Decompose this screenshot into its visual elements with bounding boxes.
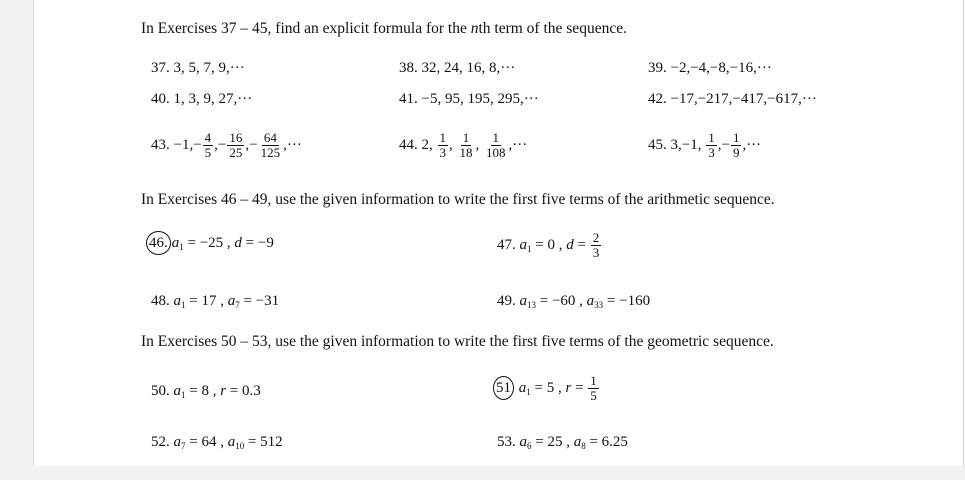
denominator: 125 [260, 145, 281, 160]
separator: ,− [245, 136, 258, 153]
textbook-page [33, 0, 964, 466]
numerator: 1 [492, 130, 499, 145]
variable: a [173, 293, 181, 309]
fraction [203, 131, 214, 160]
ellipsis: ,··· [508, 136, 528, 153]
denominator: 25 [229, 145, 243, 160]
subscript: 1 [181, 390, 186, 400]
fraction [731, 131, 742, 160]
variable: a [519, 434, 527, 450]
denominator: 108 [486, 145, 506, 160]
exercise-number: 38. [399, 60, 418, 76]
separator: ,− [717, 136, 730, 153]
value: = −160 [603, 293, 651, 309]
sequence-term: 3,−1, [670, 136, 706, 153]
value: = −9 [241, 235, 274, 251]
fraction [438, 131, 449, 160]
variable: a [519, 293, 527, 309]
numerator: 1 [708, 130, 715, 145]
numerator: 1 [462, 130, 470, 145]
separator: , [475, 136, 483, 153]
circled-exercise-number: 51 [493, 376, 514, 400]
sequence-term: −1,− [173, 136, 202, 153]
sequence-term: 2, [421, 136, 437, 153]
exercise-49 [497, 292, 650, 314]
subscript: 1 [527, 243, 532, 254]
instruction-46-49: In Exercises 46 – 49, use the given information to write the first five terms of the arithmetic sequence. [141, 191, 775, 208]
variable: a [586, 293, 595, 309]
value: = 6.25 [585, 434, 628, 450]
value: = [573, 236, 590, 253]
exercise-number: 53. [497, 434, 516, 450]
circled-exercise-number: 46. [146, 231, 171, 255]
value: = 64 , [185, 434, 228, 450]
instruction-text-end: th term of the sequence. [478, 20, 627, 37]
exercise-sequence: 1, 3, 9, 27,··· [173, 91, 253, 107]
exercise-43 [151, 131, 302, 160]
fraction [458, 131, 475, 160]
variable: a [173, 434, 181, 450]
subscript: 1 [179, 242, 184, 252]
fraction [588, 374, 599, 403]
subscript: 13 [527, 300, 536, 310]
fraction [591, 231, 602, 260]
exercise-47 [497, 231, 602, 260]
subscript: 6 [527, 441, 532, 451]
value: = 0 , [531, 236, 567, 253]
exercise-42 [648, 90, 817, 108]
variable: r [220, 383, 227, 399]
instruction-text: In Exercises 37 – 45, find an explicit formula for the [141, 20, 471, 37]
fraction [484, 131, 508, 160]
exercise-50 [151, 382, 261, 404]
variable: a [518, 379, 527, 396]
exercise-46 [146, 231, 274, 256]
numerator: 2 [592, 230, 600, 245]
value: = 0.3 [226, 383, 261, 399]
exercise-number: 39. [648, 60, 667, 76]
subscript: 1 [181, 300, 186, 310]
value: = 8 , [185, 383, 221, 399]
exercise-number: 50. [151, 383, 170, 399]
exercise-38 [399, 59, 515, 77]
value: = 25 , [531, 434, 574, 450]
denominator: 3 [592, 245, 600, 260]
denominator: 5 [204, 145, 212, 160]
exercise-number: 42. [648, 91, 667, 107]
exercise-sequence: 32, 24, 16, 8,··· [421, 60, 516, 76]
variable: d [234, 235, 242, 251]
variable: a [519, 236, 527, 253]
exercise-number: 45. [648, 136, 667, 153]
subscript: 33 [594, 300, 604, 310]
numerator: 4 [204, 130, 212, 145]
exercise-number: 44. [399, 136, 418, 153]
value: = 5 , [530, 379, 566, 396]
denominator: 18 [459, 145, 473, 160]
value: = −25 , [183, 235, 235, 251]
exercise-number: 47. [497, 236, 516, 253]
exercise-sequence: −17,−217,−417,−617,··· [670, 91, 817, 107]
exercise-51 [493, 374, 600, 403]
variable: a [227, 293, 236, 309]
fraction [259, 131, 283, 160]
exercise-44 [399, 131, 527, 160]
variable: a [173, 383, 181, 399]
variable: r [565, 379, 572, 396]
subscript: 10 [235, 441, 245, 451]
exercise-53 [497, 433, 628, 455]
instruction-37-45 [141, 20, 627, 38]
numerator: 1 [439, 130, 446, 145]
exercise-sequence: 3, 5, 7, 9,··· [173, 60, 245, 76]
exercise-52 [151, 433, 283, 455]
exercise-number: 49. [497, 293, 516, 309]
denominator: 3 [708, 145, 715, 160]
instruction-variable: n [470, 20, 479, 37]
numerator: 16 [229, 130, 243, 145]
exercise-number: 40. [151, 91, 170, 107]
exercise-37 [151, 59, 245, 77]
exercise-48 [151, 292, 279, 314]
subscript: 1 [526, 386, 531, 397]
subscript: 7 [181, 441, 186, 451]
exercise-number: 52. [151, 434, 170, 450]
denominator: 3 [439, 145, 446, 160]
denominator: 9 [732, 145, 740, 160]
exercise-number: 41. [399, 91, 418, 107]
variable: a [171, 235, 180, 251]
separator: ,− [214, 136, 227, 153]
numerator: 64 [263, 130, 277, 145]
variable: a [227, 434, 236, 450]
variable: d [566, 236, 574, 253]
exercise-number: 37. [151, 60, 170, 76]
denominator: 5 [590, 388, 597, 403]
value: = [571, 379, 588, 396]
value: = 17 , [185, 293, 228, 309]
separator: , [449, 136, 457, 153]
fraction [706, 131, 717, 160]
exercise-number: 43. [151, 136, 170, 153]
ellipsis: ,··· [742, 136, 762, 153]
exercise-41 [399, 90, 539, 108]
exercise-sequence: −2,−4,−8,−16,··· [670, 60, 772, 76]
ellipsis: ,··· [283, 136, 302, 153]
value: = −31 [239, 293, 280, 309]
instruction-50-53: In Exercises 50 – 53, use the given information to write the first five terms of the geometric sequence. [141, 333, 774, 350]
exercise-45 [648, 131, 761, 160]
exercise-sequence: −5, 95, 195, 295,··· [421, 91, 539, 107]
subscript: 7 [235, 300, 240, 310]
exercise-40 [151, 90, 252, 108]
fraction [227, 131, 244, 160]
variable: a [573, 434, 582, 450]
subscript: 8 [581, 441, 586, 451]
value: = 512 [244, 434, 283, 450]
numerator: 1 [732, 130, 740, 145]
numerator: 1 [590, 373, 597, 388]
exercise-number: 48. [151, 293, 170, 309]
value: = −60 , [536, 293, 587, 309]
exercise-39 [648, 59, 772, 77]
